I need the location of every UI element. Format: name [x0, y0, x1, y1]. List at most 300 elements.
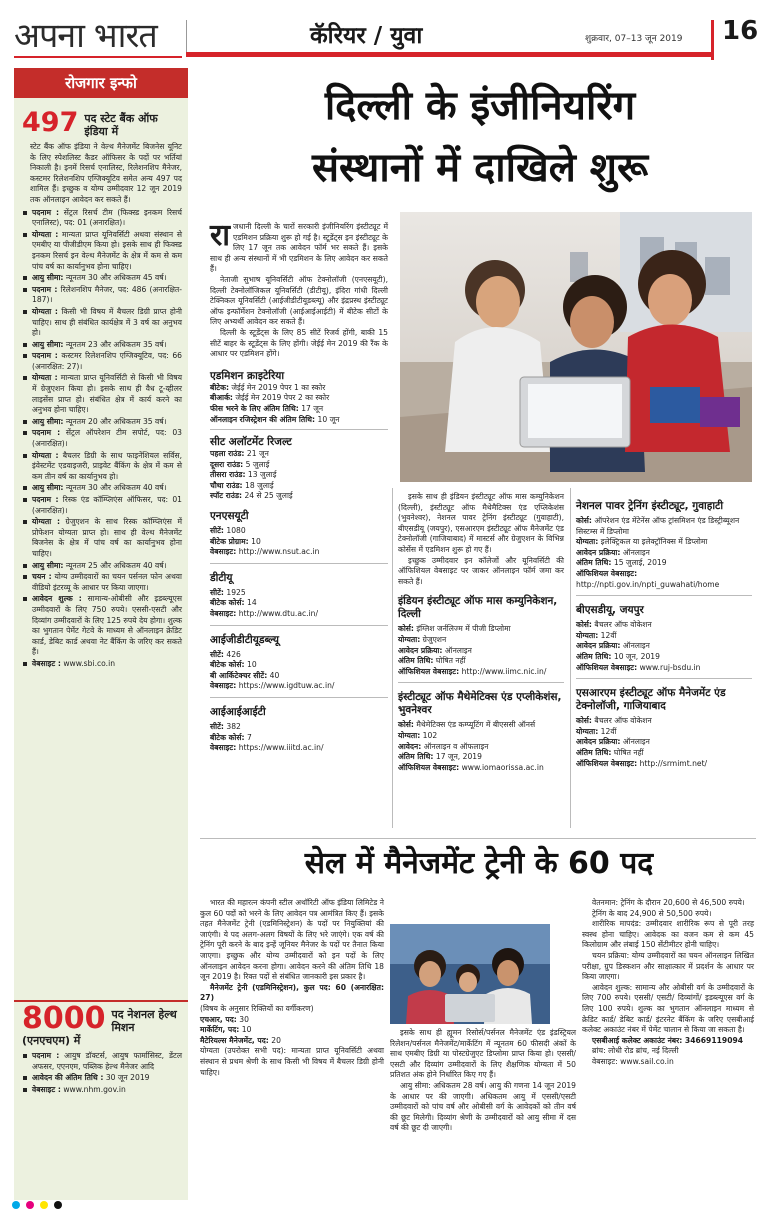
detail-row [210, 449, 388, 460]
block-rows [398, 624, 564, 677]
detail-value: बैचलर ऑफ वोकेशन [594, 620, 652, 630]
sail-para-2: मैनेजमेंट ट्रेनी (एडमिनिस्ट्रेशन), कुल पद: 60 (अनारक्षित: 27) [200, 982, 384, 1003]
detail-value: http://www.iimc.nic.in/ [461, 666, 547, 676]
detail-value: www.ruj-bsdu.in [639, 662, 701, 672]
detail-value: http://www.nsut.ac.in [238, 547, 320, 557]
sail-mid-1: इसके साथ ही ह्यूमन रिसोर्स/पर्सनल मैनेजमेंट एंड इंडस्ट्रियल रिलेशन/पर्सनल मैनेजमेंट/मार्केटिंग में न्यूनतम 60 फीसदी अंकों के साथ एमबीए डिग्री या पोस्टग्रेजुएट डिप्लोमा प्राप्त किया हो। एससी/एसटी और दिव्यांग उम्मीदवारों के लिए शैक्षणिक योग्यता में 50 प्रतिशत अंक होने निर्धारित किए गए हैं। [390, 1028, 576, 1080]
detail-label: कोर्स: [576, 716, 592, 726]
detail-label: मार्केटिंग, पद: [200, 1025, 240, 1035]
sidebar-header: रोजगार इन्फो [14, 68, 188, 98]
item-label: पदनाम : [32, 495, 59, 504]
detail-row [576, 727, 752, 738]
block-rows [576, 716, 752, 769]
divider [210, 563, 388, 564]
block-rows [210, 650, 388, 692]
section-title: कॅरियर / युवा [310, 23, 423, 49]
detail-value: 12वीं [600, 630, 617, 640]
detail-label: आवेदन प्रक्रिया: [398, 645, 443, 655]
block-rows [210, 722, 388, 754]
delhi-article-right [576, 492, 752, 769]
list-item [22, 483, 182, 494]
detail-value: 40 [269, 670, 280, 680]
detail-row [398, 656, 564, 667]
detail-label: वेबसाइट: [210, 609, 237, 619]
detail-value: 5 जुलाई [245, 459, 270, 469]
detail-row [210, 609, 388, 620]
detail-label: सीटें: [210, 649, 224, 659]
detail-row [576, 631, 752, 642]
detail-value: www.iomaorissa.ac.in [461, 762, 544, 772]
item-label: पदनाम : [32, 1051, 60, 1060]
detail-row [210, 537, 388, 548]
detail-row [210, 598, 388, 609]
detail-value: 15 जुलाई, 2019 [613, 558, 667, 568]
list-item [22, 373, 182, 415]
detail-value: 30 [239, 1014, 249, 1024]
column-rule [570, 488, 571, 828]
column-rule [392, 488, 393, 828]
item-label: आयु सीमा: [32, 560, 64, 570]
detail-row [210, 547, 388, 558]
sail-right-2: ट्रेनिंग के बाद 24,900 से 50,500 रुपये। [592, 908, 712, 918]
detail-row [200, 1036, 384, 1047]
detail-value: http://srmimt.net/ [639, 758, 708, 768]
list-item [22, 594, 182, 658]
detail-row [398, 646, 564, 657]
sail-mid-2: आयु सीमा: अधिकतम 28 वर्ष। आयु की गणना 14 जून 2019 के आधार पर की जाएगी। अधिकतम आयु में एससी/एसटी उम्मीदवारों को पांच वर्ष और ओबीसी वर्ग के आवेदकों को तीन वर्ष की छूट मिलेगी। दिव्यांग श्रेणी के उम्मीदवारों को आयु सीमा में दस वर्ष की छूट दी जाएगी। [390, 1080, 576, 1133]
detail-label: आवेदन: [398, 741, 422, 751]
detail-label: ऑफिशियल वेबसाइट: [576, 568, 638, 578]
detail-row [210, 681, 388, 692]
issue-date: शुक्रवार, 07–13 जून 2019 [585, 34, 683, 44]
detail-value: 18 जुलाई [245, 480, 274, 490]
detail-label: अंतिम तिथि: [576, 558, 612, 568]
detail-label: बीटेक प्रोग्राम: [210, 536, 249, 546]
delhi-article-mid [398, 492, 564, 773]
item-label: आवेदन शुल्क : [32, 594, 82, 604]
detail-value: 24 से 25 जुलाई [244, 491, 293, 501]
detail-label: बीटेक: [210, 382, 229, 392]
detail-row [576, 620, 752, 631]
masthead-red-rule [186, 52, 712, 57]
detail-value: ऑनलाइन [444, 645, 472, 655]
detail-label: ऑफिशियल वेबसाइट: [398, 666, 460, 676]
detail-label: ऑफिशियल वेबसाइट: [576, 758, 638, 768]
sail-para-4: योग्यता (उपरोक्त सभी पद): मान्यता प्राप्त यूनिवर्सिटी अथवा संस्थान से प्रथम श्रेणी के साथ किसी भी विषय में बैचलर डिग्री होनी चाहिए। [200, 1046, 384, 1077]
detail-value: 21 जून [246, 449, 269, 459]
seat-list [210, 449, 388, 502]
sail-right-1: वेतनमान: ट्रेनिंग के दौरान 20,600 से 46,500 रुपये। [592, 898, 745, 907]
detail-label: अंतिम तिथि: [576, 747, 612, 757]
detail-row [398, 731, 564, 742]
detail-label: फीस भरने के लिए अंतिम तिथि: [210, 403, 299, 413]
detail-row [210, 404, 388, 415]
institutes-list [210, 510, 388, 754]
list-item [22, 340, 182, 351]
detail-row [210, 743, 388, 754]
detail-value: 17 जून [301, 403, 324, 413]
item-label: पदनाम : [32, 284, 58, 294]
detail-row [200, 1025, 384, 1036]
detail-value: http://www.dtu.ac.in/ [238, 609, 319, 619]
detail-row [576, 558, 752, 569]
detail-row [398, 667, 564, 678]
students-laptop-illustration [390, 924, 550, 1024]
detail-value: 1080 [226, 526, 246, 536]
item-text: न्यूनतम 23 और अधिकतम 35 वर्ष। [65, 339, 167, 349]
detail-value: 382 [226, 722, 241, 731]
list-item [22, 230, 182, 272]
detail-value: 10 [251, 536, 261, 546]
detail-row [210, 383, 388, 394]
delhi-article-left [210, 218, 388, 754]
detail-value: बैचलर ऑफ वोकेशन [594, 716, 652, 726]
list-item [22, 417, 182, 428]
detail-row [398, 624, 564, 635]
item-text: न्यूनतम 25 और अधिकतम 40 वर्ष। [65, 560, 167, 570]
list-item [22, 451, 182, 483]
detail-value: 12वीं [600, 726, 617, 736]
item-text: www.nhm.gov.in [63, 1084, 126, 1094]
detail-value: 13 जुलाई [247, 470, 277, 480]
students-illustration [400, 212, 752, 482]
detail-label: आवेदन प्रक्रिया: [576, 737, 621, 747]
item-label: चयन : [32, 572, 52, 582]
detail-label: ऑनलाइन रजिस्ट्रेशन की अंतिम तिथि: [210, 414, 316, 424]
item-text: आयुष डॉक्टर्स, आयुष फार्मासिस्ट, डेंटल अफसर, एएनएम, पब्लिक हेल्थ मैनेजर आदि [32, 1051, 182, 1071]
detail-row [576, 569, 752, 590]
block-heading: एसआरएम इंस्टीट्यूट ऑफ मैनेजमेंट एंड टेक्नोलॉजी, गाजियाबाद [576, 687, 726, 713]
right-institutes [576, 500, 752, 769]
detail-label: बीटेक कोर्स: [210, 598, 245, 608]
block-rows [398, 720, 564, 773]
divider [398, 682, 564, 683]
item-label: योग्यता : [32, 517, 60, 527]
item-label: आयु सीमा: [32, 273, 64, 283]
detail-label: तीसरा राउंड: [210, 470, 246, 480]
nhm-list [22, 1051, 182, 1095]
detail-value: 102 [422, 730, 438, 740]
list-item [22, 659, 182, 670]
detail-label: चौथा राउंड: [210, 480, 243, 490]
item-text: सेंट्रल ऑपरेशन टीम सपोर्ट, पद: 03 (अनारक्षित)। [32, 428, 182, 449]
detail-label: योग्यता: [398, 634, 421, 644]
detail-row [398, 752, 564, 763]
sbi-list [22, 208, 182, 670]
list-item [22, 307, 182, 339]
item-text: www.sbi.co.in [63, 658, 116, 668]
detail-row [210, 588, 388, 599]
detail-label: बी आर्किटेक्चर सीटें: [210, 670, 268, 680]
detail-value: 10 [247, 660, 257, 670]
detail-label: अंतिम तिथि: [398, 656, 434, 666]
delhi-headline [210, 75, 750, 199]
item-text: योग्य उम्मीदवारों का चयन पर्सनल फोन अथवा वीडियो इंटरव्यू के आधार पर किया जाएगा। [32, 572, 182, 592]
detail-row [576, 652, 752, 663]
list-item [22, 561, 182, 572]
block-heading: बीएसडीयू, जयपुर [576, 604, 644, 617]
sidebar-divider [14, 1000, 188, 1002]
nhm-count: 8000 [22, 1004, 106, 1036]
detail-row [210, 415, 388, 426]
list-item [22, 428, 182, 449]
item-label: पदनाम : [32, 207, 60, 217]
list-item [22, 1073, 182, 1084]
block-heading: आईआईआईटी [210, 706, 266, 718]
detail-value: घोषित नहीं [435, 656, 466, 666]
detail-label: आवेदन प्रक्रिया: [576, 641, 621, 651]
detail-label: सीटें: [210, 587, 224, 597]
detail-value: जेईई मेन 2019 पेपर 1 का स्कोर [231, 382, 326, 392]
detail-row [398, 742, 564, 753]
item-text: किसी भी विषय में बैचलर डिग्री प्राप्त होनी चाहिए। साथ ही संबंधित कार्यक्षेत्र में 3 वर्ष का अनुभव हो। [32, 306, 183, 338]
drop-cap: रा [210, 218, 231, 253]
detail-value: ऑपरेशन एंड मेंटेनेंस ऑफ ट्रांसमिशन एंड डिस्ट्रीब्यूशन सिस्टम्स में डिप्लोमा [576, 516, 740, 536]
detail-label: योग्यता: [576, 630, 599, 640]
detail-value: 7 [247, 732, 252, 742]
nhm-section [22, 1004, 182, 1096]
detail-value: इंग्लिश जर्नलिज्म में पीजी डिप्लोमा [416, 624, 511, 634]
sail-mid [390, 1028, 576, 1134]
item-label: वेबसाइट : [32, 1084, 61, 1094]
divider [210, 697, 388, 698]
detail-label: बीटेक कोर्स: [210, 732, 245, 742]
detail-row [398, 763, 564, 774]
detail-label: आवेदन प्रक्रिया: [576, 547, 621, 557]
sail-right-8: वेबसाइट: www.sail.co.in [592, 1056, 674, 1066]
list-item [22, 517, 182, 559]
list-item [22, 273, 182, 284]
nhm-title: पद नेशनल हेल्थ मिशन (एनएचएम) में [22, 1008, 177, 1047]
detail-value: ऑनलाइन व ऑफलाइन [423, 741, 489, 751]
item-text: बैचलर डिग्री के साथ फाइनेंशियल सर्विस, इंवेस्टमेंट एडवाइजरी, प्राइवेट बैंकिंग के क्षेत्र में कम से कम तीन वर्ष का कार्यानुभव हो। [32, 450, 182, 481]
detail-label: कोर्स: [576, 620, 592, 630]
detail-value: 426 [226, 649, 241, 659]
detail-row [210, 660, 388, 671]
detail-label: सीटें: [210, 722, 224, 731]
detail-row [576, 737, 752, 748]
sail-left [200, 898, 384, 1078]
detail-label: योग्यता: [576, 726, 599, 736]
item-label: योग्यता : [32, 229, 59, 239]
detail-value: http://npti.gov.in/npti_guwahati/home [576, 579, 720, 589]
detail-label: कोर्स: [398, 720, 414, 730]
item-text: सेंट्रल रिसर्च टीम (फिक्स्ड इनकम रिसर्च एनालिस्ट), पद: 01 (अनारक्षित)। [32, 207, 183, 228]
delhi-para-1: जधानी दिल्ली के चारों सरकारी इंजीनियरिंग इंस्टीट्यूट में एडमिशन प्रक्रिया शुरू हो गई है। स्टूडेंट्स इन इंस्टीट्यूट के लिए 17 जून तक आवेदन फॉर्म भर सकते हैं। इसके साथ ही अन्य संस्थानों में भी एडमिशन के लिए आवेदन कर सकते हैं। [210, 222, 388, 274]
sail-para-1: भारत की महारत्न कंपनी स्टील अथॉरिटी ऑफ इंडिया लिमिटेड ने कुल 60 पदों को भरने के लिए आवेदन पत्र आमंत्रित किए हैं। इसके तहत मैनेजमेंट ट्रेनी (एडमिनिस्ट्रेशन) के पदों पर नियुक्तियां की जाएंगी। ये पद अलग-अलग विषयों के लिए भरे जाएंगे। एक वर्ष की ट्रेनिंग पूरी करने के बाद इन्हें जूनियर मैनेजर के पदों पर तैनात किया जाएगा। इच्छुक और योग्य उम्मीदवारों को इन पदों के लिए ऑनलाइन आवेदन करना होगा। आवेदन करने की अंतिम तिथि 18 जून 2019 है। रिक्त पदों से संबंधित जानकारी इस प्रकार है। [200, 898, 384, 982]
delhi-headline-line2: संस्थानों में दाखिले शुरू [311, 145, 649, 191]
detail-label: मैटेरियल्स मैनेजमेंट, पद: [200, 1035, 269, 1045]
detail-label: ऑफिशियल वेबसाइट: [576, 662, 638, 672]
block-rows [576, 620, 752, 673]
list-item [22, 351, 182, 372]
item-text: सामान्य-ओबीसी और इडब्ल्यूएस उम्मीदवारों के लिए 750 रुपये। एससी-एसटी और दिव्यांग उम्मीदवारों के लिए 125 रुपये देय होगा। शुल्क का भुगतान पेमेंट गेटवे के माध्यम से ऑनलाइन क्रेडिट कार्ड, डेबिट कार्ड अथवा नेट बैंकिंग के जरिए कर सकते हैं। [32, 594, 182, 657]
item-text: न्यूनतम 30 और अधिकतम 40 वर्ष। [65, 483, 167, 493]
mid-para-2: इच्छुक उम्मीदवार इन कॉलेजों और यूनिवर्सिटी की ऑफिशियल वेबसाइट पर जाकर ऑनलाइन फॉर्म जमा कर सकते हैं। [398, 555, 564, 586]
detail-value: 14 [247, 598, 257, 608]
detail-row [398, 720, 564, 731]
sbi-title: पद स्टेट बैंक ऑफ इंडिया में [84, 112, 158, 138]
page-number: 16 [722, 16, 759, 46]
detail-row [210, 733, 388, 744]
detail-row [576, 537, 752, 548]
item-text: कस्टमर रिलेशनशिप एग्जिक्यूटिव, पद: 66 (अनारक्षित: 27)। [32, 351, 182, 371]
detail-label: कोर्स: [398, 624, 414, 634]
detail-value: ग्रेजुएशन [422, 634, 447, 644]
detail-label: वेबसाइट: [210, 547, 237, 557]
detail-value: 10 जून [317, 414, 340, 424]
block-heading: नेशनल पावर ट्रेनिंग इंस्टीट्यूट, गुवाहाटी [576, 500, 724, 512]
block-heading: इंडियन इंस्टीट्यूट ऑफ मास कम्युनिकेशन, दिल्ली [398, 595, 558, 621]
detail-label: वेबसाइट: [210, 681, 237, 691]
detail-label: बीटेक कोर्स: [210, 660, 245, 670]
detail-label: योग्यता: [576, 537, 599, 547]
detail-row [210, 650, 388, 661]
detail-value: 17 जून, 2019 [435, 752, 482, 762]
item-label: पदनाम : [32, 351, 58, 361]
detail-value: 1925 [226, 587, 246, 597]
block-heading: डीटीयू [210, 571, 233, 584]
item-text: मान्यता प्राप्त यूनिवर्सिटी से किसी भी विषय में ग्रेजुएशन किया हो। इसके साथ ही वैध टू-व्हीलर लाइसेंस प्राप्त हो। संबंधित क्षेत्र में कार्य करने का अनुभव होना चाहिए। [32, 373, 182, 415]
detail-label: योग्यता: [398, 730, 421, 740]
sbi-count: 497 [22, 108, 79, 138]
detail-label: एचआर, पद: [200, 1014, 237, 1024]
magenta-dot [26, 1201, 34, 1209]
sail-right-5: आवेदन शुल्क: सामान्य और ओबीसी वर्ग के उम्मीदवारों के लिए 700 रुपये। एससी/ एसटी/ दिव्यांगों/ इडब्ल्यूएस वर्ग के लिए 100 रुपये। शुल्क का भुगतान ऑनलाइन माध्यम से क्रेडिट कार्ड/ डेबिट कार्ड/ इंटरनेट बैंकिंग के जरिए एसबीआई कलेक्ट अकाउंट नंबर में पेमेंट चालान से किया जा सकता है। [582, 982, 754, 1035]
detail-value: 10 [241, 1025, 252, 1035]
mid-institutes [398, 595, 564, 773]
item-label: योग्यता : [32, 373, 58, 383]
list-item [22, 285, 182, 306]
detail-row [576, 548, 752, 559]
block-rows [210, 588, 388, 620]
list-item [22, 208, 182, 229]
detail-row [210, 671, 388, 682]
detail-row [398, 635, 564, 646]
detail-row [576, 516, 752, 537]
block-heading: एनएसयूटी [210, 510, 249, 523]
sail-para-3: (विषय के अनुसार रिक्तियों का वर्गीकरण) [200, 1003, 314, 1013]
sail-right-4: चयन प्रक्रिया: योग्य उम्मीदवारों का चयन ऑनलाइन लिखित परीक्षा, ग्रुप डिस्कशन और साक्षात्कार में प्रदर्शन के आधार पर किया जाएगा। [582, 950, 754, 982]
detail-label: पहला राउंड: [210, 449, 245, 459]
detail-value: जेईई मेन 2019 पेपर 2 का स्कोर [235, 393, 330, 403]
detail-row [200, 1015, 384, 1026]
detail-row [210, 460, 388, 471]
students-photo [400, 212, 752, 482]
list-item [22, 495, 182, 516]
item-label: आयु सीमा: [32, 483, 64, 493]
print-registration-bar [12, 1194, 756, 1204]
detail-value: https://www.iiitd.ac.in/ [238, 743, 324, 753]
item-text: रिलेशनशिप मैनेजर, पद: 486 (अनारक्षित- 187)। [32, 284, 183, 305]
mid-para-1: इसके साथ ही इंडियन इंस्टीट्यूट ऑफ मास कम्युनिकेशन (दिल्ली), इंस्टीट्यूट ऑफ मैथेमैटिक्स एंड एप्लिकेशंस (भुवनेश्वर), नेशनल पावर ट्रेनिंग इंस्टीट्यूट (गुवाहाटी), बीएसडीयू (जयपुर), एसआरएम इंस्टीट्यूट ऑफ मैनेजमेंट एंड टेक्नोलॉजी (गाजियाबाद) में मास्टर्स और ग्रेजुएशन के विभिन्न कोर्सेस में एडमिशन शुरू हो गए हैं। [398, 492, 564, 554]
item-label: आवेदन की अंतिम तिथि : [32, 1073, 104, 1083]
item-text: रिस्क एंड कॉम्प्लिएंस ऑफिसर, पद: 01 (अनारक्षित)। [32, 495, 182, 515]
masthead-divider [186, 20, 187, 54]
section-divider [200, 838, 756, 839]
item-text: ग्रेजुएशन के साथ रिस्क कॉम्प्लिएंस में प्रोफेशन योग्यता प्राप्त हो। साथ ही वेल्थ मैनेजमेंट बिजनेस के क्षेत्र में पांच वर्ष का कार्यानुभव होना चाहिए। [32, 517, 182, 558]
detail-label: बीआर्क: [210, 393, 233, 403]
cyan-dot [12, 1201, 20, 1209]
sail-right-3: शारीरिक मापदंड: उम्मीदवार शारीरिक रूप से पूरी तरह स्वस्थ होना चाहिए। आवेदक का वजन कम से कम 45 किलोग्राम और लंबाई 150 सेंटीमीटर होनी चाहिए। [582, 919, 754, 950]
sbi-intro: स्टेट बैंक ऑफ इंडिया ने वेल्थ मैनेजमेंट बिजनेस यूनिट के लिए स्पेशलिस्ट कैडर ऑफिसर के पदों पर भर्तियां निकाली है। इनमें रिसर्च एनालिस्ट, रिलेशनशिप मैनेजर, कस्टमर रिलेशनशिप एग्जिक्यूटिव समेत अन्य 497 पद शामिल हैं। इच्छुक व योग्य उम्मीदवार 12 जून 2019 तक ऑनलाइन आवेदन कर सकते हैं। [30, 142, 182, 204]
item-text: 30 जून 2019 [105, 1073, 150, 1083]
detail-row [210, 491, 388, 502]
detail-value: ऑनलाइन [622, 737, 650, 747]
sail-right [582, 898, 754, 1068]
detail-row [210, 393, 388, 404]
item-label: वेबसाइट : [32, 658, 61, 668]
black-dot [54, 1201, 62, 1209]
detail-row [576, 663, 752, 674]
detail-row [210, 722, 388, 733]
item-label: पदनाम : [32, 428, 61, 438]
detail-label: अंतिम तिथि: [576, 651, 612, 661]
detail-label: सीटें: [210, 526, 224, 536]
list-item [22, 1085, 182, 1096]
detail-value: मैथेमेटिक्स एंड कम्प्यूटिंग में बीएससी ऑनर्स [416, 720, 536, 730]
divider [210, 625, 388, 626]
detail-row [576, 748, 752, 759]
divider [210, 429, 388, 430]
block-heading: इंस्टीट्यूट ऑफ मैथेमेटिक्स एंड एप्लीकेशंस, भुवनेश्वर [398, 691, 562, 717]
detail-value: 10 जून, 2019 [613, 651, 660, 661]
detail-label: दूसरा राउंड: [210, 459, 244, 469]
detail-row [210, 526, 388, 537]
seat-heading: सीट अलॉटमेंट रिजल्ट [210, 436, 292, 449]
sail-right-7: ब्रांच: लोधी रोड ब्रांच, नई दिल्ली [592, 1046, 679, 1056]
sail-headline: सेल में मैनेजमेंट ट्रेनी के 60 पद [304, 846, 654, 881]
detail-label: अंतिम तिथि: [398, 752, 434, 762]
block-rows [210, 526, 388, 558]
detail-value: घोषित नहीं [613, 747, 644, 757]
item-label: योग्यता : [32, 306, 58, 316]
list-item [22, 572, 182, 593]
detail-row [210, 470, 388, 481]
divider [576, 595, 752, 596]
sail-right-6: एसबीआई कलेक्ट अकाउंट नंबर: 34669119094 [592, 1035, 744, 1045]
item-text: न्यूनतम 20 और अधिकतम 35 वर्ष। [65, 416, 167, 426]
item-label: आयु सीमा: [32, 416, 64, 426]
criteria-list [210, 383, 388, 425]
students-laptop-photo [390, 924, 550, 1024]
detail-label: कोर्स: [576, 516, 592, 525]
detail-value: इलेक्ट्रिकल या इलेक्ट्रॉनिक्स में डिप्लोमा [600, 537, 708, 547]
detail-value: ऑनलाइन [622, 547, 650, 557]
detail-label: ऑफिशियल वेबसाइट: [398, 762, 460, 772]
sail-posts [200, 1015, 384, 1047]
detail-label: वेबसाइट: [210, 743, 237, 753]
delhi-headline-line1: दिल्ली के इंजीनियरिंग [324, 83, 636, 129]
item-label: योग्यता : [32, 450, 59, 460]
yellow-dot [40, 1201, 48, 1209]
detail-label: स्पॉट राउंड: [210, 491, 243, 501]
detail-value: 20 [271, 1035, 281, 1045]
delhi-para-2: नेताजी सुभाष यूनिवर्सिटी ऑफ टेक्नोलॉजी (एनएसयूटी), दिल्ली टेक्नोलॉजिकल यूनिवर्सिटी (डीटीयू), इंदिरा गांधी दिल्ली टेक्निकल यूनिवर्सिटी (आईजीडीटीयूडब्ल्यू) और इंद्रप्रस्थ इंस्टीट्यूट ऑफ इन्फॉर्मेशन टेक्नोलॉजी (आईआईआईटी) में बीटेक सीटों के लिए अभ्यर्थी आवेदन कर सकते हैं। [210, 274, 388, 327]
block-heading: आईजीडीटीयूडब्ल्यू [210, 633, 279, 646]
list-item [22, 1051, 182, 1072]
sbi-section [22, 108, 182, 671]
item-text: न्यूनतम 30 और अधिकतम 45 वर्ष। [65, 273, 167, 283]
detail-row [576, 641, 752, 652]
delhi-para-3: दिल्ली के स्टूडेंट्स के लिए 85 सीटें रिजर्व होंगी, बाकी 15 सीटें बाहर के स्टूडेंट्स के लिए होंगी। जेईई मेन 2019 की रैंक के आधार पर एडमिशन होंगे। [210, 327, 388, 359]
detail-value: ऑनलाइन [622, 641, 650, 651]
detail-row [576, 716, 752, 727]
item-text: मान्यता प्राप्त यूनिवर्सिटी अथवा संस्थान से एमबीए या पीजीडीएम किया हो। इसके साथ ही फिक्स्ड इनकम रिसर्च इन वेल्थ मैनेजमेंट के क्षेत्र में कम से कम पांच वर्ष का कार्यानुभव होना चाहिए। [32, 229, 182, 271]
detail-value: https://www.igdtuw.ac.in/ [238, 681, 335, 691]
criteria-heading: एडमिशन क्राइटेरिया [210, 369, 285, 382]
divider [576, 678, 752, 679]
